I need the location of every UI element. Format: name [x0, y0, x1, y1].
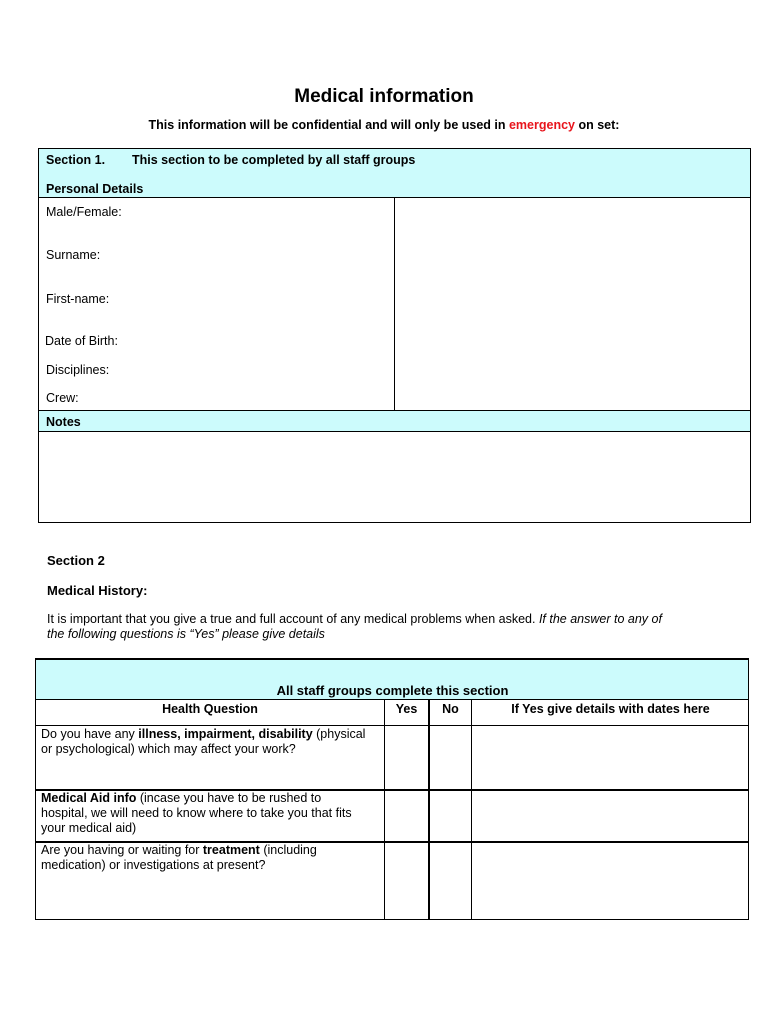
intro-normal-text: It is important that you give a true and full account of any medical problems when asked.	[47, 612, 539, 626]
question-text: (physical	[312, 727, 366, 741]
section1-heading: This section to be completed by all staff groups	[132, 153, 416, 167]
column-header-health-question: Health Question	[162, 702, 258, 716]
personal-details-column-divider	[394, 197, 395, 410]
section2-number: Section 2	[47, 553, 105, 568]
subtitle-emphasis: emergency	[508, 118, 575, 132]
question-bold-text: Medical Aid info	[41, 791, 137, 805]
field-disciplines: Disciplines:	[46, 363, 110, 377]
notes-label: Notes	[46, 415, 81, 429]
field-crew: Crew:	[46, 391, 79, 405]
notes-top-line	[39, 410, 750, 411]
question-text: (incase you have to be rushed to	[136, 791, 322, 805]
row3-no-cell[interactable]	[430, 843, 471, 919]
field-male-female: Male/Female:	[46, 205, 122, 219]
question-text: Do you have any	[41, 727, 139, 741]
row1-details-cell[interactable]	[472, 726, 749, 789]
field-surname: Surname:	[46, 248, 101, 262]
banner-divider	[36, 699, 749, 700]
field-date-of-birth: Date of Birth:	[45, 334, 118, 348]
row2-yes-cell[interactable]	[385, 791, 428, 841]
table-row-question	[41, 727, 381, 757]
subtitle-text-after: on set:	[575, 118, 620, 132]
page-subtitle	[0, 118, 768, 132]
medical-history-heading: Medical History:	[47, 583, 148, 598]
row3-yes-cell[interactable]	[385, 843, 428, 919]
table-banner: All staff groups complete this section	[276, 683, 509, 698]
personal-details-heading: Personal Details	[46, 182, 144, 196]
table-row-question	[41, 843, 381, 873]
field-first-name: First-name:	[46, 292, 110, 306]
notes-area[interactable]	[40, 432, 749, 521]
section1-number: Section 1.	[46, 153, 106, 167]
column-header-yes: Yes	[395, 702, 418, 716]
column-header-no: No	[442, 702, 459, 716]
table-row-question	[41, 791, 381, 836]
row1-yes-cell[interactable]	[385, 726, 428, 789]
page-title: Medical information	[294, 86, 474, 107]
question-text: medication) or investigations at present?	[41, 858, 266, 872]
column-header-details: If Yes give details with dates here	[511, 702, 710, 716]
intro-italic-text-1: If the answer to any of	[538, 612, 662, 626]
row2-details-cell[interactable]	[472, 791, 749, 841]
question-text: hospital, we will need to know where to take you that fits	[41, 806, 352, 820]
row1-no-cell[interactable]	[430, 726, 471, 789]
question-text: or psychological) which may affect your work?	[41, 742, 296, 756]
section2-intro	[47, 612, 727, 642]
question-bold-text: treatment	[202, 843, 260, 857]
intro-italic-text-2: the following questions is “Yes” please give details	[47, 627, 325, 641]
question-text: (including	[259, 843, 317, 857]
question-text: Are you having or waiting for	[41, 843, 203, 857]
subtitle-text-before: This information will be confidential and will only be used in	[148, 118, 509, 132]
row2-no-cell[interactable]	[430, 791, 471, 841]
question-text: your medical aid)	[41, 821, 137, 835]
question-bold-text: illness, impairment, disability	[138, 727, 313, 741]
notes-header	[39, 410, 750, 431]
row3-details-cell[interactable]	[472, 843, 749, 919]
